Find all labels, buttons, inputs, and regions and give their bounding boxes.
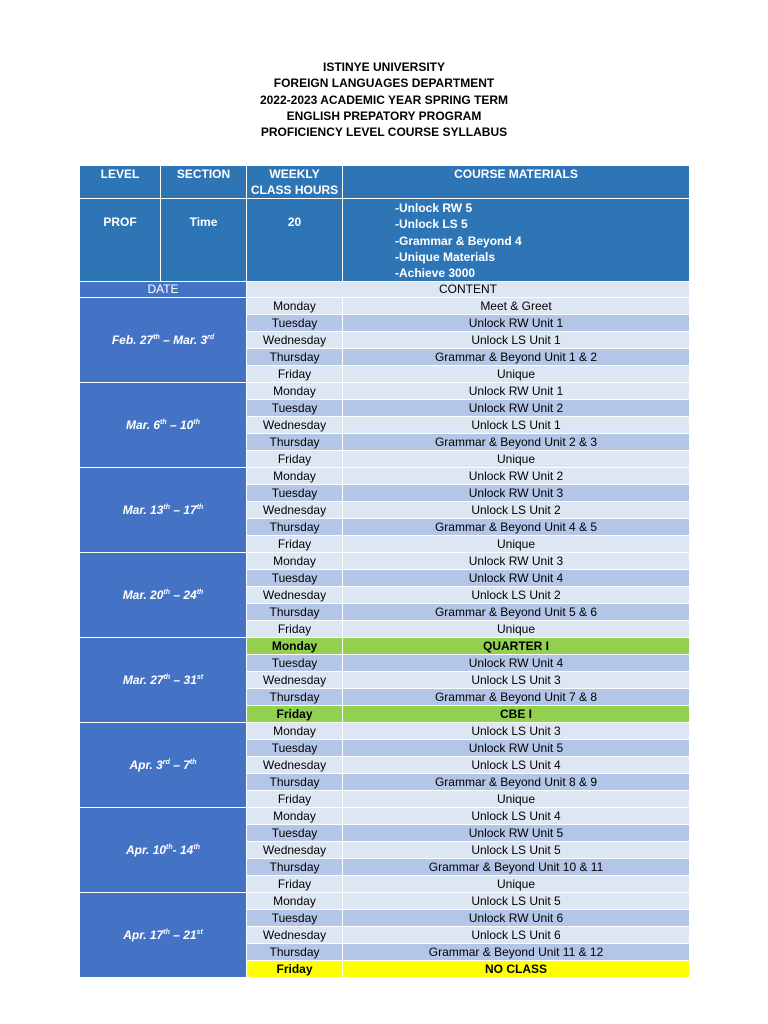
date-separator: –	[166, 417, 180, 432]
content-cell: Unlock RW Unit 4	[343, 570, 690, 587]
header-course-materials: COURSE MATERIALS	[343, 166, 690, 199]
week-date-range	[80, 298, 247, 383]
content-cell: Unlock LS Unit 2	[343, 502, 690, 519]
material-item: -Achieve 3000	[395, 266, 476, 281]
content-cell: Unlock RW Unit 2	[343, 468, 690, 485]
header-program: ENGLISH PREPATORY PROGRAM	[286, 108, 482, 123]
header-weekly-hours	[247, 166, 343, 199]
date-end-suffix: st	[196, 673, 204, 681]
content-cell: Unlock LS Unit 4	[343, 757, 690, 774]
info-materials	[343, 199, 690, 282]
date-start: Mar. 6	[126, 417, 161, 432]
content-cell: Unlock RW Unit 1	[343, 315, 690, 332]
content-cell: Meet & Greet	[343, 298, 690, 315]
date-end: Mar. 3	[173, 332, 208, 347]
content-cell: NO CLASS	[343, 961, 690, 978]
date-start-suffix: th	[163, 928, 170, 936]
day-cell: Friday	[247, 706, 343, 723]
header-department: FOREIGN LANGUAGES DEPARTMENT	[273, 76, 495, 91]
date-start-suffix: th	[163, 588, 170, 596]
week-date-range	[80, 383, 247, 468]
day-cell: Thursday	[247, 944, 343, 961]
day-cell: Monday	[247, 468, 343, 485]
date-start-suffix: th	[160, 418, 167, 426]
content-cell: Unlock LS Unit 3	[343, 672, 690, 689]
day-cell: Wednesday	[247, 502, 343, 519]
date-end: 14	[180, 842, 194, 857]
day-cell: Thursday	[247, 774, 343, 791]
material-item: -Unlock LS 5	[395, 217, 468, 232]
week-date-range	[80, 723, 247, 808]
info-section: Time	[161, 199, 247, 282]
content-cell: Unlock RW Unit 3	[343, 553, 690, 570]
content-cell: Unique	[343, 791, 690, 808]
schedule-row	[80, 383, 690, 400]
day-cell: Monday	[247, 638, 343, 655]
day-cell: Wednesday	[247, 927, 343, 944]
content-cell: Unique	[343, 621, 690, 638]
material-item: -Unique Materials	[395, 249, 496, 264]
content-cell: Grammar & Beyond Unit 2 & 3	[343, 434, 690, 451]
date-separator: –	[169, 927, 184, 942]
day-cell: Friday	[247, 621, 343, 638]
schedule-row	[80, 638, 690, 655]
content-cell: Unlock RW Unit 3	[343, 485, 690, 502]
content-cell: Unlock LS Unit 3	[343, 723, 690, 740]
schedule-row	[80, 553, 690, 570]
date-end: 31	[183, 672, 197, 687]
day-cell: Friday	[247, 876, 343, 893]
day-cell: Friday	[247, 366, 343, 383]
schedule-row	[80, 808, 690, 825]
day-cell: Wednesday	[247, 417, 343, 434]
date-end-suffix: th	[196, 588, 204, 596]
date-start: Feb. 27	[111, 332, 154, 347]
content-cell: Grammar & Beyond Unit 4 & 5	[343, 519, 690, 536]
header-weekly-line1: WEEKLY	[269, 167, 320, 181]
day-cell: Friday	[247, 791, 343, 808]
date-end: 21	[183, 927, 197, 942]
date-start: Mar. 27	[122, 672, 164, 687]
content-cell: Unlock RW Unit 6	[343, 910, 690, 927]
content-cell: Unlock RW Unit 5	[343, 740, 690, 757]
header-academic-year: 2022-2023 ACADEMIC YEAR SPRING TERM	[259, 92, 509, 107]
day-cell: Thursday	[247, 689, 343, 706]
content-cell: Unlock RW Unit 4	[343, 655, 690, 672]
date-separator: –	[170, 502, 184, 517]
date-start-suffix: th	[166, 843, 173, 851]
day-cell: Tuesday	[247, 910, 343, 927]
day-cell: Tuesday	[247, 400, 343, 417]
date-end: 10	[180, 417, 194, 432]
day-cell: Monday	[247, 553, 343, 570]
content-cell: Unlock RW Unit 1	[343, 383, 690, 400]
date-end-suffix: rd	[207, 333, 215, 341]
content-cell: Unlock LS Unit 1	[343, 417, 690, 434]
week-date-range	[80, 893, 247, 978]
day-cell: Friday	[247, 961, 343, 978]
day-cell: Friday	[247, 536, 343, 553]
date-separator: –	[169, 757, 184, 772]
date-end: 7	[183, 757, 190, 772]
material-item: -Unlock RW 5	[395, 201, 473, 215]
content-cell: Unlock LS Unit 5	[343, 893, 690, 910]
content-cell: CBE I	[343, 706, 690, 723]
week-date-range	[80, 468, 247, 553]
material-item: -Grammar & Beyond 4	[395, 233, 522, 248]
date-separator: –	[159, 332, 174, 347]
day-cell: Thursday	[247, 519, 343, 536]
schedule-row	[80, 298, 690, 315]
day-cell: Monday	[247, 723, 343, 740]
date-end-suffix: th	[193, 843, 200, 851]
content-cell: Unlock RW Unit 5	[343, 825, 690, 842]
content-column-header: CONTENT	[247, 282, 690, 298]
schedule-row	[80, 468, 690, 485]
day-cell: Friday	[247, 451, 343, 468]
header-syllabus-title: PROFICIENCY LEVEL COURSE SYLLABUS	[260, 125, 508, 140]
document-header	[0, 59, 768, 140]
syllabus-table	[79, 165, 690, 978]
schedule-row	[80, 893, 690, 910]
day-cell: Monday	[247, 808, 343, 825]
date-start: Apr. 17	[123, 927, 164, 942]
day-cell: Wednesday	[247, 332, 343, 349]
content-cell: Unique	[343, 536, 690, 553]
day-cell: Tuesday	[247, 570, 343, 587]
content-cell: Unlock RW Unit 2	[343, 400, 690, 417]
day-cell: Thursday	[247, 349, 343, 366]
schedule-row	[80, 723, 690, 740]
date-end-suffix: th	[193, 418, 200, 426]
content-cell: Grammar & Beyond Unit 10 & 11	[343, 859, 690, 876]
date-separator: –	[170, 672, 184, 687]
day-cell: Wednesday	[247, 672, 343, 689]
content-cell: Unlock LS Unit 5	[343, 842, 690, 859]
day-cell: Tuesday	[247, 740, 343, 757]
info-level: PROF	[80, 199, 161, 282]
content-cell: Grammar & Beyond Unit 11 & 12	[343, 944, 690, 961]
content-cell: Grammar & Beyond Unit 7 & 8	[343, 689, 690, 706]
date-column-header: DATE	[80, 282, 247, 298]
day-cell: Wednesday	[247, 587, 343, 604]
content-cell: Grammar & Beyond Unit 1 & 2	[343, 349, 690, 366]
date-start: Mar. 20	[122, 587, 164, 602]
course-info-row	[80, 199, 690, 282]
day-cell: Tuesday	[247, 655, 343, 672]
day-cell: Tuesday	[247, 315, 343, 332]
day-cell: Monday	[247, 893, 343, 910]
date-content-header-row	[80, 282, 690, 298]
day-cell: Thursday	[247, 604, 343, 621]
header-university: ISTINYE UNIVERSITY	[322, 60, 446, 74]
day-cell: Wednesday	[247, 842, 343, 859]
day-cell: Monday	[247, 298, 343, 315]
date-end-suffix: st	[196, 928, 203, 936]
day-cell: Wednesday	[247, 757, 343, 774]
date-start: Apr. 10	[126, 842, 167, 857]
date-start-suffix: th	[163, 673, 171, 681]
info-hours: 20	[247, 199, 343, 282]
date-start: Mar. 13	[122, 502, 164, 517]
content-cell: QUARTER I	[343, 638, 690, 655]
content-cell: Unlock LS Unit 6	[343, 927, 690, 944]
content-cell: Unlock LS Unit 1	[343, 332, 690, 349]
header-section: SECTION	[161, 166, 247, 199]
content-cell: Unique	[343, 366, 690, 383]
date-start: Apr. 3	[129, 757, 163, 772]
day-cell: Tuesday	[247, 825, 343, 842]
week-date-range	[80, 638, 247, 723]
date-start-suffix: th	[153, 333, 160, 341]
header-weekly-line2: CLASS HOURS	[250, 183, 339, 197]
day-cell: Thursday	[247, 434, 343, 451]
date-end-suffix: th	[196, 503, 204, 511]
day-cell: Tuesday	[247, 485, 343, 502]
date-separator: -	[172, 842, 180, 857]
date-end-suffix: th	[189, 758, 197, 766]
content-cell: Unique	[343, 876, 690, 893]
content-cell: Unique	[343, 451, 690, 468]
content-cell: Unlock LS Unit 2	[343, 587, 690, 604]
day-cell: Thursday	[247, 859, 343, 876]
date-start-suffix: th	[163, 503, 170, 511]
date-start-suffix: rd	[162, 758, 170, 766]
week-date-range	[80, 553, 247, 638]
date-end: 17	[183, 502, 197, 517]
header-level: LEVEL	[80, 166, 161, 199]
day-cell: Monday	[247, 383, 343, 400]
date-end: 24	[183, 587, 197, 602]
content-cell: Grammar & Beyond Unit 5 & 6	[343, 604, 690, 621]
week-date-range	[80, 808, 247, 893]
content-cell: Grammar & Beyond Unit 8 & 9	[343, 774, 690, 791]
date-separator: –	[170, 587, 184, 602]
content-cell: Unlock LS Unit 4	[343, 808, 690, 825]
table-header-row	[80, 166, 690, 199]
